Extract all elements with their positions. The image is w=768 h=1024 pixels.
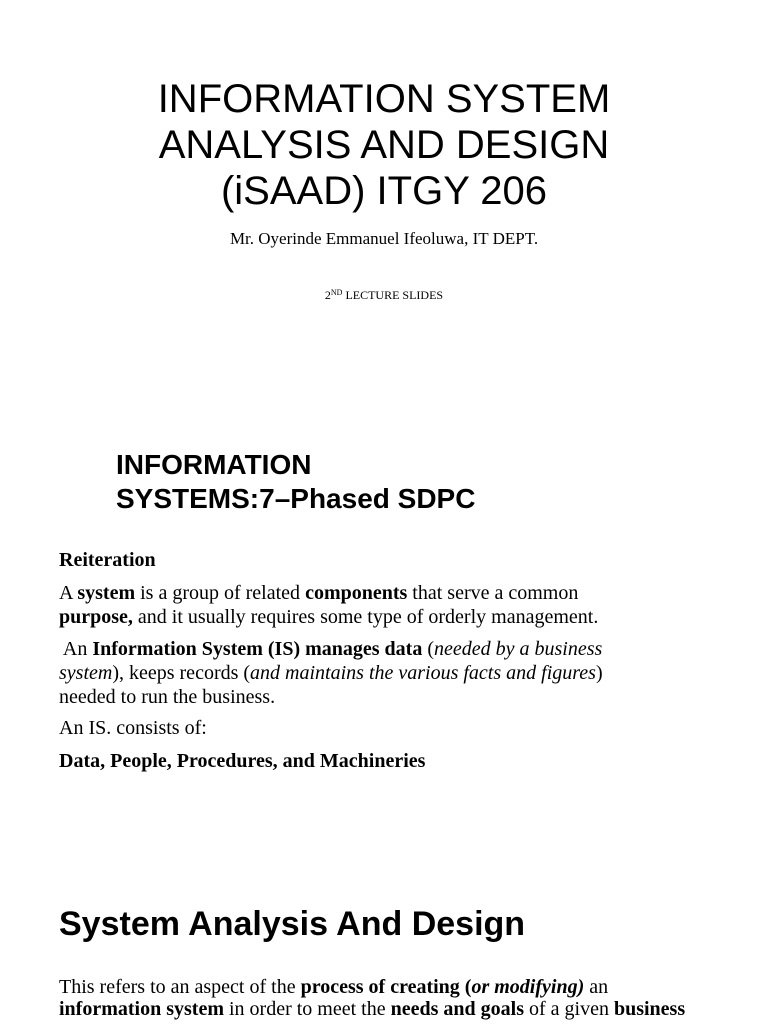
document-title	[0, 76, 768, 214]
text-run: ), keeps records (	[112, 662, 251, 684]
paragraph-line	[59, 605, 719, 629]
text-run-bold: system	[77, 582, 136, 604]
text-run: that serve a common	[407, 582, 579, 604]
text-run-bold: process of creating (	[300, 976, 472, 998]
system-definition-paragraph	[59, 581, 719, 629]
text-run: )	[595, 662, 603, 684]
text-run: A	[59, 582, 78, 604]
paragraph-line	[59, 581, 719, 605]
text-run: (	[422, 638, 435, 660]
section-heading-line-1: INFORMATION	[116, 449, 312, 480]
section-heading-information-systems	[116, 448, 475, 516]
is-components-line: Data, People, Procedures, and Machineries	[59, 750, 426, 772]
text-run: is a group of related	[135, 582, 306, 604]
information-system-paragraph	[59, 637, 719, 709]
text-run: an	[584, 976, 609, 998]
text-run: in order to meet the	[223, 998, 391, 1020]
text-run: This refers to an aspect of the	[59, 976, 301, 998]
text-run-bold-italic: or modifying)	[471, 976, 585, 998]
paragraph-line	[59, 637, 719, 661]
section-heading-line-2: SYSTEMS:7–Phased SDPC	[116, 483, 476, 514]
is-consists-of-line: An IS. consists of:	[59, 717, 207, 739]
lecture-number: 2	[324, 288, 331, 302]
text-run-bold: business	[613, 998, 686, 1020]
text-run-bold: purpose,	[59, 606, 133, 628]
reiteration-subheading: Reiteration	[59, 549, 156, 571]
system-analysis-paragraph	[59, 976, 739, 1020]
lecture-ordinal-suffix: ND	[330, 288, 343, 297]
text-run: and it usually requires some type of orderly management.	[132, 606, 599, 628]
text-run-bold: Information System (IS) manages data	[92, 638, 423, 660]
title-line-1: INFORMATION SYSTEM	[157, 77, 611, 121]
text-run-italic: needed by a business	[434, 638, 603, 660]
text-run-italic: system	[59, 662, 113, 684]
lecture-label	[0, 286, 768, 302]
title-line-2: ANALYSIS AND DESIGN	[158, 123, 610, 167]
lecture-text: LECTURE SLIDES	[342, 288, 444, 302]
paragraph-line	[59, 998, 739, 1020]
author-line: Mr. Oyerinde Emmanuel Ifeoluwa, IT DEPT.	[229, 229, 539, 248]
text-run: An	[59, 638, 93, 660]
text-run-bold: information system	[59, 998, 224, 1020]
section-heading-system-analysis: System Analysis And Design	[59, 905, 526, 943]
paragraph-line: needed to run the business.	[59, 686, 276, 708]
paragraph-line	[59, 661, 719, 685]
title-line-3: (iSAAD) ITGY 206	[220, 169, 548, 213]
text-run-bold: components	[305, 582, 408, 604]
text-run-italic: and maintains the various facts and figures	[250, 662, 596, 684]
text-run: of a given	[523, 998, 614, 1020]
text-run-bold: needs and goals	[390, 998, 524, 1020]
paragraph-line	[59, 976, 739, 998]
